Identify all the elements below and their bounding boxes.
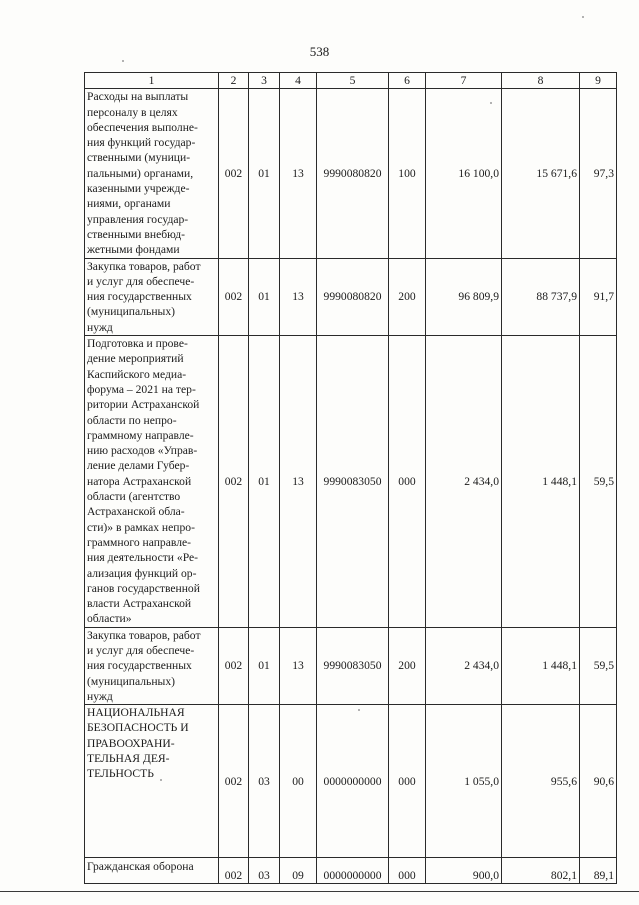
- target-article-cell: 9990083050: [317, 627, 389, 704]
- admin-code-cell: 002: [219, 705, 249, 858]
- expense-name-line: ганов государственной: [87, 581, 200, 595]
- expense-name-line: (муниципальных): [87, 305, 175, 319]
- admin-code-cell: 002: [219, 258, 249, 335]
- expense-name-line: ственными (муници-: [87, 151, 191, 165]
- expense-name-cell: [85, 705, 219, 858]
- expense-name-line: жетными фондами: [87, 243, 180, 257]
- expense-name-line: ализация функций ор-: [87, 566, 197, 580]
- scan-speck: [122, 60, 124, 62]
- expense-name-line: БЕЗОПАСНОСТЬ И: [87, 721, 189, 735]
- expense-name-line: ПРАВООХРАНИ-: [87, 736, 175, 750]
- expense-name-line: ТЕЛЬНАЯ ДЕЯ-: [87, 752, 170, 766]
- executed-amount-cell: 15 671,6: [502, 89, 580, 258]
- expense-name-line: Гражданская оборона: [87, 860, 194, 874]
- subsection-cell: 13: [280, 336, 317, 628]
- table-row: [85, 258, 617, 335]
- expense-name-line: казенными учрежде-: [87, 182, 190, 196]
- section-cell: 01: [249, 336, 280, 628]
- expense-name-line: сти)» в рамках непро-: [87, 520, 195, 534]
- executed-amount-cell: 955,6: [502, 705, 580, 858]
- expense-name-line: ния государственных: [87, 290, 192, 304]
- table-row: [85, 705, 617, 858]
- expense-type-cell: 100: [389, 89, 426, 258]
- expense-type-cell: 000: [389, 705, 426, 858]
- expense-name-line: Расходы на выплаты: [87, 90, 189, 104]
- expense-name-line: ния функций государ-: [87, 136, 196, 150]
- section-cell: 03: [249, 858, 280, 884]
- scan-speck: [160, 779, 162, 781]
- target-article-cell: 9990083050: [317, 336, 389, 628]
- table-row: [85, 858, 617, 884]
- execution-percent-cell: 97,3: [580, 89, 617, 258]
- expense-name-line: персоналу в целях: [87, 105, 178, 119]
- expense-name-line: форума – 2021 на тер-: [87, 382, 196, 396]
- subsection-cell: 13: [280, 89, 317, 258]
- expense-name-cell: [85, 858, 219, 884]
- expense-name-cell: [85, 258, 219, 335]
- execution-percent-cell: 91,7: [580, 258, 617, 335]
- table-row: [85, 627, 617, 704]
- plan-amount-cell: 2 434,0: [426, 627, 502, 704]
- column-header: 2: [219, 73, 249, 89]
- plan-amount-cell: 2 434,0: [426, 336, 502, 628]
- section-cell: 01: [249, 258, 280, 335]
- execution-percent-cell: 59,5: [580, 627, 617, 704]
- admin-code-cell: 002: [219, 627, 249, 704]
- expense-name-line: Подготовка и прове-: [87, 337, 188, 351]
- expense-name-line: граммного направле-: [87, 535, 191, 549]
- expense-type-cell: 200: [389, 258, 426, 335]
- column-header: 6: [389, 73, 426, 89]
- expense-name-line: нужд: [87, 689, 113, 703]
- column-header: 8: [502, 73, 580, 89]
- expense-name-line: ритории Астраханской: [87, 398, 200, 412]
- execution-percent-cell: 90,6: [580, 705, 617, 858]
- column-header: 3: [249, 73, 280, 89]
- expense-name-line: управления государ-: [87, 212, 189, 226]
- table-row: [85, 336, 617, 628]
- column-header: 5: [317, 73, 389, 89]
- expense-name-line: нию расходов «Управ-: [87, 444, 198, 458]
- expense-name-line: пальными) органами,: [87, 166, 194, 180]
- scan-speck: [490, 102, 492, 104]
- column-header: 1: [85, 73, 219, 89]
- column-header: 9: [580, 73, 617, 89]
- expense-name-line: ния деятельности «Ре-: [87, 551, 199, 565]
- execution-percent-cell: 89,1: [580, 858, 617, 884]
- header-row: [85, 73, 617, 89]
- scan-speck: [358, 709, 360, 711]
- page-bottom-rule: [0, 891, 639, 892]
- expense-name-cell: [85, 336, 219, 628]
- plan-amount-cell: 900,0: [426, 858, 502, 884]
- expense-name-line: натора Астраханской: [87, 474, 192, 488]
- expense-name-line: Астраханской обла-: [87, 505, 185, 519]
- expense-name-line: ниями, органами: [87, 197, 171, 211]
- expense-name-line: области (агентство: [87, 490, 181, 504]
- expense-name-line: обеспечения выполне-: [87, 120, 198, 134]
- expense-name-line: ление делами Губер-: [87, 459, 190, 473]
- executed-amount-cell: 1 448,1: [502, 627, 580, 704]
- budget-table: [84, 72, 617, 884]
- section-cell: 01: [249, 627, 280, 704]
- subsection-cell: 13: [280, 258, 317, 335]
- target-article-cell: 0000000000: [317, 858, 389, 884]
- executed-amount-cell: 802,1: [502, 858, 580, 884]
- expense-name-line: нужд: [87, 320, 113, 334]
- expense-name-line: области по непро-: [87, 413, 177, 427]
- plan-amount-cell: 16 100,0: [426, 89, 502, 258]
- target-article-cell: 9990080820: [317, 89, 389, 258]
- expense-type-cell: 000: [389, 336, 426, 628]
- expense-type-cell: 200: [389, 627, 426, 704]
- expense-name-cell: [85, 627, 219, 704]
- subsection-cell: 09: [280, 858, 317, 884]
- execution-percent-cell: 59,5: [580, 336, 617, 628]
- expense-name-line: ния государственных: [87, 659, 192, 673]
- page-number: 538: [309, 44, 330, 59]
- table-row: [85, 89, 617, 258]
- expense-name-line: дение мероприятий: [87, 352, 184, 366]
- executed-amount-cell: 1 448,1: [502, 336, 580, 628]
- expense-name-line: ственными внебюд-: [87, 227, 185, 241]
- admin-code-cell: 002: [219, 858, 249, 884]
- expense-name-line: области»: [87, 612, 132, 626]
- scan-speck: [582, 16, 584, 18]
- expense-name-line: Закупка товаров, работ: [87, 259, 201, 273]
- section-cell: 01: [249, 89, 280, 258]
- expense-name-line: и услуг для обеспече-: [87, 643, 195, 657]
- executed-amount-cell: 88 737,9: [502, 258, 580, 335]
- expense-name-line: ТЕЛЬНОСТЬ: [87, 767, 154, 781]
- subsection-cell: 00: [280, 705, 317, 858]
- plan-amount-cell: 96 809,9: [426, 258, 502, 335]
- subsection-cell: 13: [280, 627, 317, 704]
- expense-name-line: граммному направле-: [87, 428, 194, 442]
- expense-name-line: НАЦИОНАЛЬНАЯ: [87, 706, 185, 720]
- expense-type-cell: 000: [389, 858, 426, 884]
- section-cell: 03: [249, 705, 280, 858]
- expense-name-line: (муниципальных): [87, 674, 175, 688]
- admin-code-cell: 002: [219, 89, 249, 258]
- expense-name-cell: [85, 89, 219, 258]
- column-header: 7: [426, 73, 502, 89]
- admin-code-cell: 002: [219, 336, 249, 628]
- target-article-cell: 9990080820: [317, 258, 389, 335]
- expense-name-line: Закупка товаров, работ: [87, 628, 201, 642]
- column-header: 4: [280, 73, 317, 89]
- expense-name-line: власти Астраханской: [87, 597, 192, 611]
- expense-name-line: Каспийского медиа-: [87, 367, 187, 381]
- target-article-cell: 0000000000: [317, 705, 389, 858]
- plan-amount-cell: 1 055,0: [426, 705, 502, 858]
- expense-name-line: и услуг для обеспече-: [87, 274, 195, 288]
